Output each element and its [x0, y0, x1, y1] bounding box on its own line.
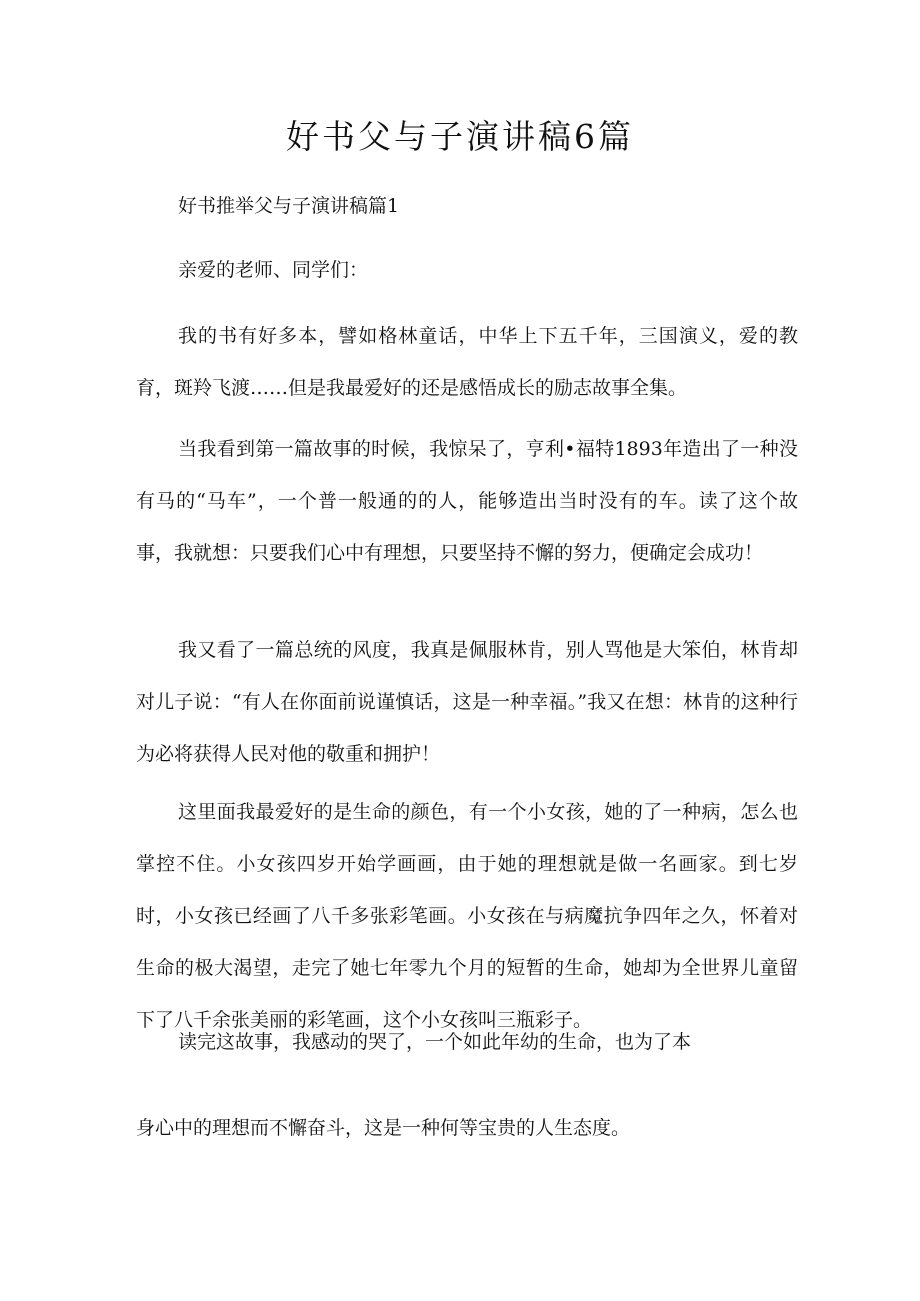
- paragraph-1: 我的书有好多本，譬如格林童话，中华上下五千年，三国演义，爱的教育，斑羚飞渡……但是我最爱好的还是感悟成长的励志故事全集。: [136, 325, 798, 399]
- paragraph-2: 当我看到第一篇故事的时候，我惊呆了，亨利•福特1893年造出了一种没有马的“马车”，一个普一般通的的人，能够造出当时没有的车。读了这个故事，我就想：只要我们心中有理想，只要坚持不懈的努力，便确定会成功！: [136, 438, 798, 564]
- document-title: 好书父与子演讲稿6篇: [286, 117, 634, 156]
- paragraph-6: 身心中的理想而不懈奋斗，这是一种何等宝贵的人生态度。: [136, 1117, 631, 1139]
- greeting-line: 亲爱的老师、同学们：: [178, 259, 369, 281]
- section-heading: 好书推举父与子演讲稿篇1: [178, 195, 400, 217]
- paragraph-3: 我又看了一篇总统的风度，我真是佩服林肯，别人骂他是大笨伯，林肯却对儿子说：“有人在你面前说谨慎话，这是一种幸福。”我又在想：林肯的这种行为必将获得人民对他的敬重和拥护！: [136, 639, 798, 765]
- paragraph-4: 这里面我最爱好的是生命的颜色，有一个小女孩，她的了一种病，怎么也掌控不住。小女孩四岁开始学画画，由于她的理想就是做一名画家。到七岁时，小女孩已经画了八千多张彩笔画。小女孩在与病魔抗争四年之久，怀着对生命的极大渴望，走完了她七年零九个月的短暂的生命，她却为全世界儿童留下了八千余张美丽的彩笔画，这个小女孩叫三瓶彩子。: [136, 801, 798, 1031]
- paragraph-5: 读完这故事，我感动的哭了，一个如此年幼的生命，也为了本: [178, 1031, 692, 1053]
